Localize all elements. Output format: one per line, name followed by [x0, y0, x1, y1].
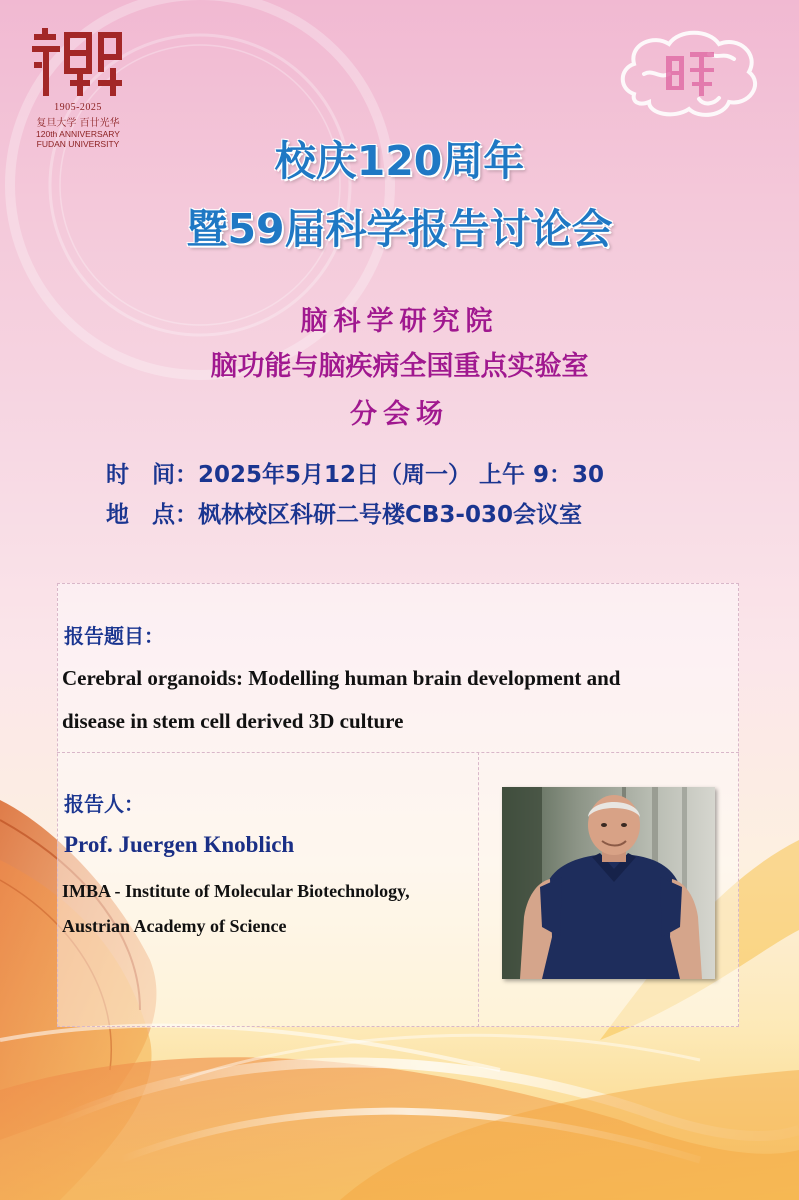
anniversary-emblem-icon [30, 28, 126, 100]
affiliation-line-1: IMBA - Institute of Molecular Biotechnology, [62, 881, 410, 901]
organizer-line-1: 脑科学研究院 [300, 306, 499, 337]
title-line-1: 校庆120周年 [274, 137, 525, 185]
panel-divider-vertical [478, 752, 479, 1027]
affiliation-line-2: Austrian Academy of Science [62, 916, 287, 936]
speaker-portrait-image [502, 787, 715, 979]
event-time: 时 间：2025年5月12日（周一） 上午 9：30 [106, 462, 605, 488]
logo-cn-text: 复旦大学 百廿光华 [36, 118, 120, 129]
topic-label: 报告题目： [64, 624, 164, 648]
speaker-label: 报告人： [64, 792, 144, 816]
topic-line-2: disease in stem cell derived 3D culture [62, 709, 404, 733]
panel-divider-horizontal [57, 752, 739, 753]
title-line-2: 暨59届科学报告讨论会 [186, 205, 613, 253]
speaker-name: Prof. Juergen Knoblich [64, 832, 295, 857]
topic-line-1: Cerebral organoids: Modelling human brain development and [62, 666, 621, 690]
logo-en-line2: FUDAN UNIVERSITY [36, 139, 120, 149]
logo-years: 1905-2025 [54, 102, 102, 113]
brain-icon [614, 24, 764, 124]
organizer-line-3: 分会场 [350, 399, 449, 430]
brain-logo [614, 24, 764, 128]
organizer-line-2: 脑功能与脑疾病全国重点实验室 [210, 351, 589, 382]
logo-en-line1: 120th ANNIVERSARY [36, 129, 120, 139]
speaker-photo [502, 787, 715, 979]
event-place: 地 点：枫林校区科研二号楼CB3-030会议室 [106, 502, 582, 528]
